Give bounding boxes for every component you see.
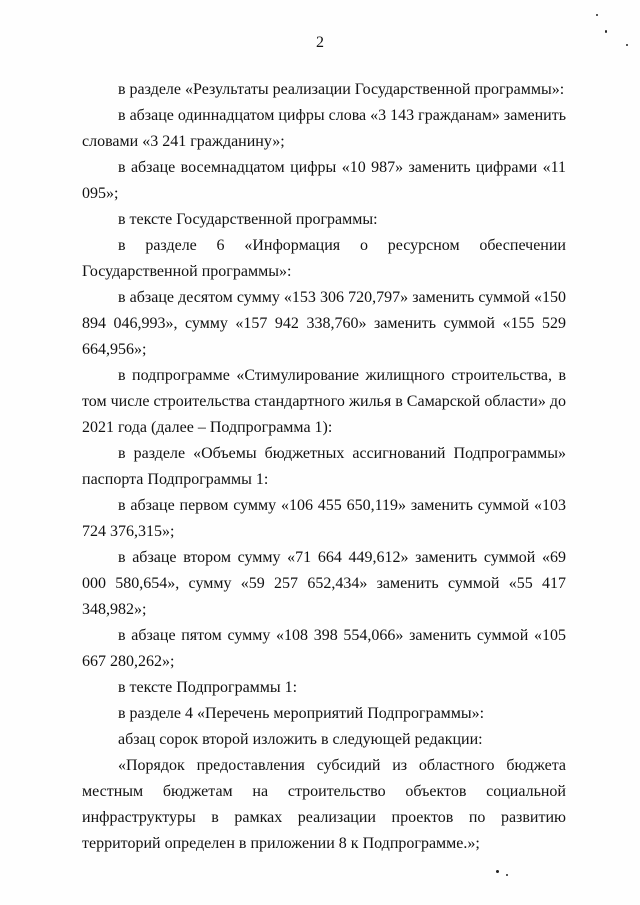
paragraph-13: в разделе 4 «Перечень мероприятий Подпрограммы»: — [118, 705, 485, 722]
scan-speck — [506, 874, 508, 876]
scan-speck — [626, 44, 628, 46]
paragraph-8: в разделе «Объемы бюджетных ассигнований Подпрограммы» паспорта Подпрограммы 1: — [82, 445, 566, 488]
paragraph-12: в тексте Подпрограммы 1: — [118, 679, 298, 696]
paragraph-2: в абзаце одиннадцатом цифры слова «3 143 гражданам» заменить словами «3 241 гражданину»; — [82, 107, 566, 150]
paragraph-5: в разделе 6 «Информация о ресурсном обеспечении Государственной программы»: — [82, 237, 566, 280]
paragraph-9: в абзаце первом сумму «106 455 650,119» заменить суммой «103 724 376,315»; — [82, 497, 566, 540]
scan-speck — [496, 870, 499, 873]
paragraph-11: в абзаце пятом сумму «108 398 554,066» заменить суммой «105 667 280,262»; — [82, 627, 566, 670]
scan-speck — [596, 14, 598, 16]
paragraph-6: в абзаце десятом сумму «153 306 720,797» заменить суммой «150 894 046,993», сумму «157 942 338,760» заменить суммой «155 529 664,956»; — [82, 289, 566, 358]
page-number: 2 — [316, 34, 324, 51]
paragraph-4: в тексте Государственной программы: — [118, 211, 378, 228]
paragraph-15: «Порядок предоставления субсидий из областного бюджета местным бюджетам на строительство объектов социальной инфраструктуры в рамках реализации проектов по развитию территорий определен в приложении 8 к Подпрограмме.»; — [82, 757, 566, 852]
paragraph-10: в абзаце втором сумму «71 664 449,612» заменить суммой «69 000 580,654», сумму «59 257 652,434» заменить суммой «55 417 348,982»; — [82, 549, 566, 618]
document-body — [82, 77, 566, 857]
paragraph-1: в разделе «Результаты реализации Государственной программы»: — [118, 81, 565, 98]
scan-speck — [605, 30, 607, 33]
paragraph-3: в абзаце восемнадцатом цифры «10 987» заменить цифрами «11 095»; — [82, 159, 566, 202]
paragraph-14: абзац сорок второй изложить в следующей редакции: — [118, 731, 483, 748]
paragraph-7: в подпрограмме «Стимулирование жилищного строительства, в том числе строительства стандартного жилья в Самарской области» до 2021 года (далее – Подпрограмма 1): — [82, 367, 566, 436]
